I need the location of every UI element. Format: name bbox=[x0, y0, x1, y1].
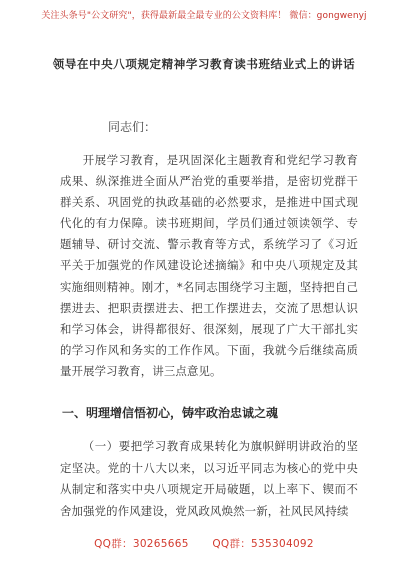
section-heading: 一、明理增信悟初心，铸牢政治忠诚之魂 bbox=[62, 406, 279, 420]
promo-header-note: 关注头条号"公文研究"，获得最新最全最专业的公文资料库！ 微信：gongwenyj bbox=[41, 11, 367, 21]
footer-contact bbox=[0, 536, 408, 551]
intro-paragraph: 开展学习教育，是巩固深化主题教育和党纪学习教育成果、纵深推进全面从严治党的重要举措，是密切党群干群关系、巩固党的执政基础的必然要求，是推进中国式现代化的有力保障。读书班期间，学员们通过领读领学、专题辅导、研讨交流、警示教育等方式，系统学习了《习近平关于加强党的作风建设论述摘编》和中央八项规定及其实施细则精神。刚才，*名同志围绕学习主题，坚持把自己摆进去、把职责摆进去、把工作摆进去，交流了思想认识和学习体会，讲得都很好、很深刻，展现了广大干部扎实的学习作风和务实的工作作风。下面，我就今后继续高质量开展学习教育，讲三点意见。 bbox=[60, 153, 358, 378]
section-paragraph: （一）要把学习教育成果转化为旗帜鲜明讲政治的坚定坚决。党的十八大以来，以习近平同志为核心的党中央从制定和落实中央八项规定开局破题，以上率下、锲而不舍加强党的作风建设，党风政风焕然一新，社风民风持续 bbox=[60, 439, 358, 518]
qq-group-1: QQ群：30265665 bbox=[94, 538, 189, 550]
document-title: 领导在中央八项规定精神学习教育读书班结业式上的讲话 bbox=[52, 57, 356, 71]
salutation: 同志们： bbox=[108, 120, 157, 134]
qq-group-2: QQ群：535304092 bbox=[212, 538, 314, 550]
